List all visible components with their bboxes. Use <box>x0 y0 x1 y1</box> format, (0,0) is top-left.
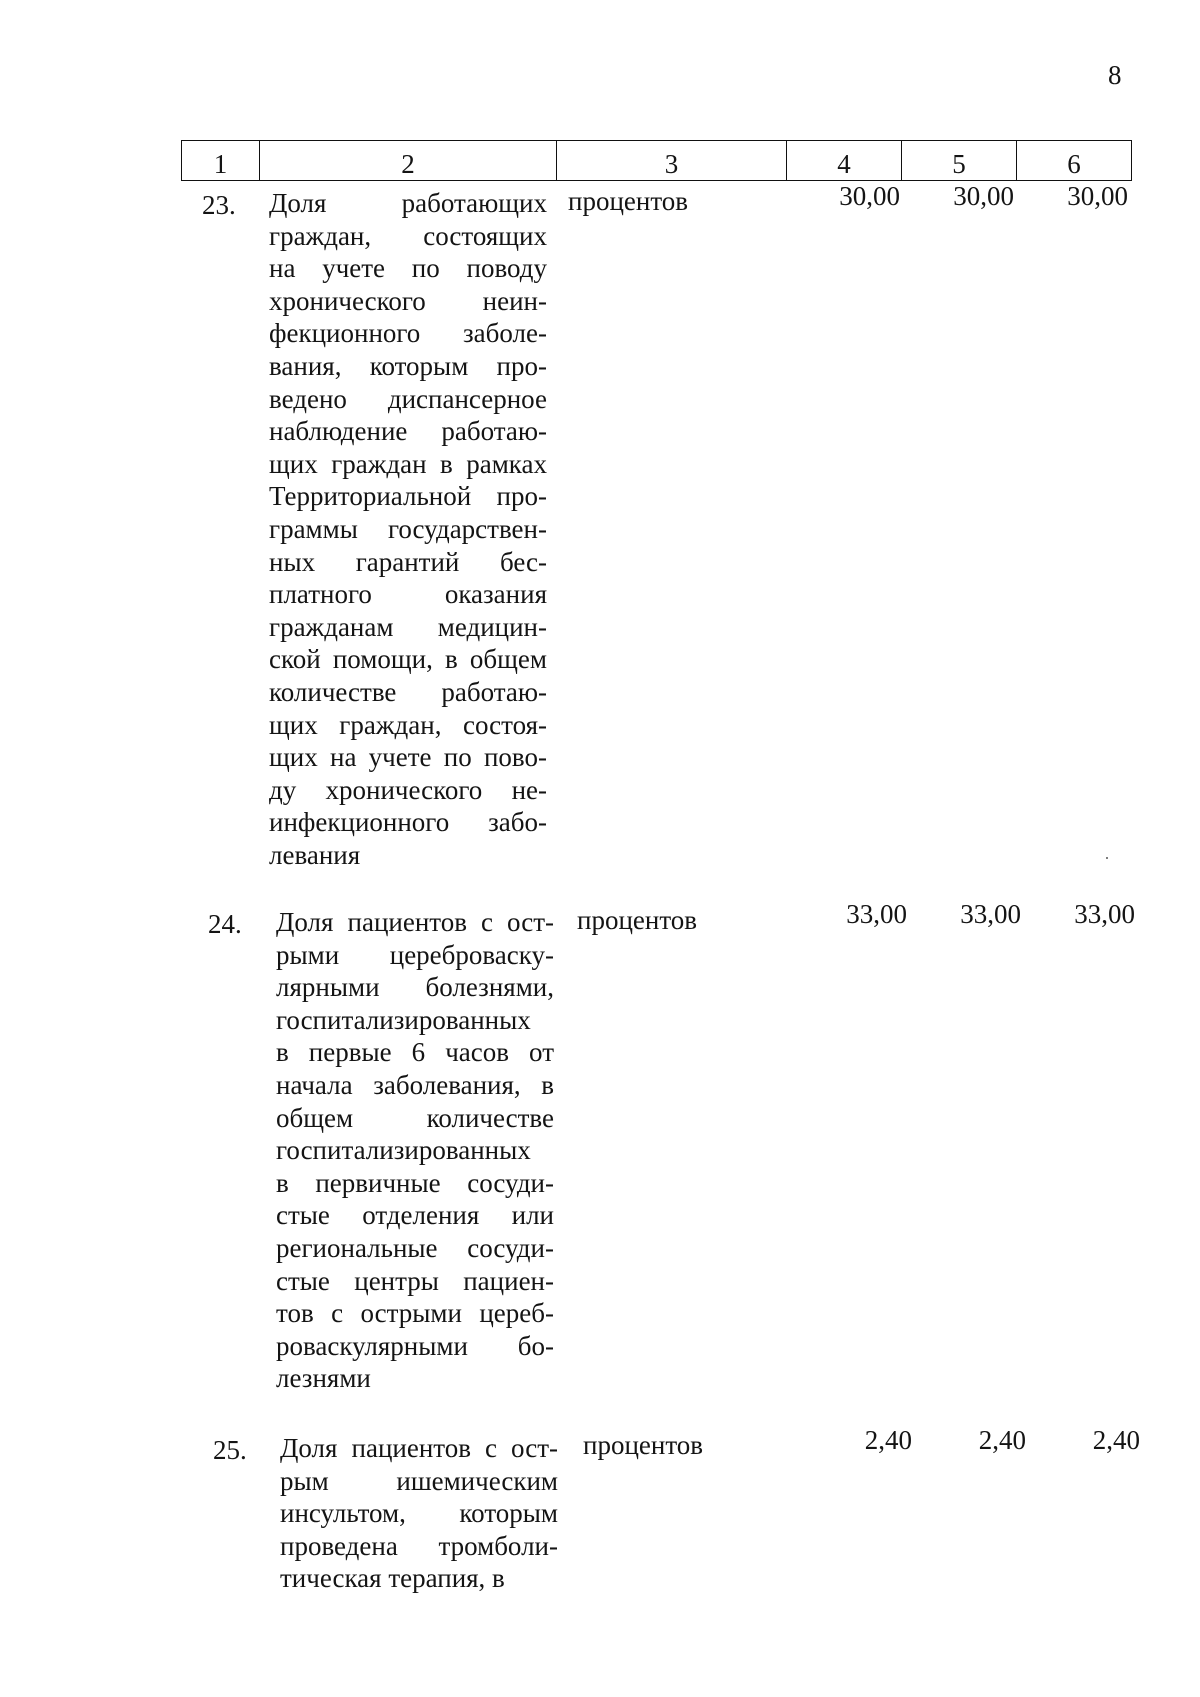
description-line: Территориальной про- <box>269 481 547 512</box>
description-line: щих на учете по пово- <box>269 742 547 773</box>
row-description <box>269 187 547 871</box>
row-value-col6: 2,40 <box>1092 1425 1140 1455</box>
description-line: лярными болезнями, <box>276 972 554 1003</box>
column-header-4: 4 <box>787 141 902 181</box>
description-line: платного оказания <box>269 579 547 610</box>
column-header-2: 2 <box>260 141 557 181</box>
description-line: инсультом, которым <box>280 1498 558 1529</box>
description-line: инфекционного забо- <box>269 807 547 838</box>
column-header-1: 1 <box>182 141 260 181</box>
description-line: количестве работаю- <box>269 676 547 707</box>
description-line: граждан, состоящих <box>269 220 547 251</box>
description-line: ской помощи, в общем <box>269 644 547 675</box>
row-value-col6: 33,00 <box>1074 899 1135 929</box>
row-unit: процентов <box>577 905 698 935</box>
description-line: в первичные сосуди- <box>276 1167 554 1198</box>
description-line: на учете по поводу <box>269 253 547 284</box>
description-line: граммы государствен- <box>269 513 547 544</box>
row-number: 25. <box>213 1435 247 1465</box>
row-unit: процентов <box>568 186 689 216</box>
description-line: Доля работающих <box>269 188 547 218</box>
description-line: гражданам медицин- <box>269 611 547 642</box>
description-line: общем количестве <box>276 1102 554 1133</box>
row-value-col5: 30,00 <box>953 181 1014 211</box>
description-line: стые отделения или <box>276 1200 554 1231</box>
description-line: тов с острыми цереб- <box>276 1298 554 1329</box>
column-header-3: 3 <box>557 141 787 181</box>
row-value-col4: 30,00 <box>839 181 900 211</box>
description-line: вания, которым про- <box>269 350 547 381</box>
row-unit: процентов <box>583 1430 704 1460</box>
description-line: госпитализированных <box>276 1135 531 1166</box>
description-line: наблюдение работаю- <box>269 416 547 447</box>
description-line: госпитализированных <box>276 1004 531 1035</box>
row-value-col4: 2,40 <box>864 1425 912 1455</box>
description-line: ду хронического не- <box>269 774 547 805</box>
description-line: рыми цереброваску- <box>276 939 554 970</box>
description-line: тическая терапия, в <box>280 1563 505 1594</box>
description-line: начала заболевания, в <box>276 1069 554 1100</box>
description-line: фекционного заболе- <box>269 318 547 349</box>
column-header-6: 6 <box>1017 141 1132 181</box>
description-line: ведено диспансерное <box>269 383 547 414</box>
description-line: левания <box>269 839 361 870</box>
description-line: Доля пациентов с ост- <box>276 907 554 937</box>
row-number: 24. <box>208 909 242 939</box>
description-line: в первые 6 часов от <box>276 1037 554 1068</box>
description-line: рым ишемическим <box>280 1465 558 1496</box>
row-value-col4: 33,00 <box>846 899 907 929</box>
row-number: 23. <box>202 190 236 220</box>
description-line: Доля пациентов с ост- <box>280 1433 558 1463</box>
column-header-5: 5 <box>902 141 1017 181</box>
description-line: роваскулярными бо- <box>276 1330 554 1361</box>
row-value-col5: 33,00 <box>960 899 1021 929</box>
description-line: ных гарантий бес- <box>269 546 547 577</box>
description-line: щих граждан, состоя- <box>269 709 547 740</box>
row-description <box>280 1432 558 1595</box>
page-number: 8 <box>1108 60 1122 90</box>
description-line: региональные сосуди- <box>276 1232 554 1263</box>
scan-speck <box>1106 857 1108 859</box>
row-value-col5: 2,40 <box>978 1425 1026 1455</box>
table-header <box>181 140 1132 181</box>
description-line: стые центры пациен- <box>276 1265 554 1296</box>
row-value-col6: 30,00 <box>1067 181 1128 211</box>
description-line: лезнями <box>276 1363 371 1394</box>
description-line: щих граждан в рамках <box>269 448 547 479</box>
row-description <box>276 906 554 1395</box>
description-line: хронического неин- <box>269 285 547 316</box>
description-line: проведена тромболи- <box>280 1530 558 1561</box>
